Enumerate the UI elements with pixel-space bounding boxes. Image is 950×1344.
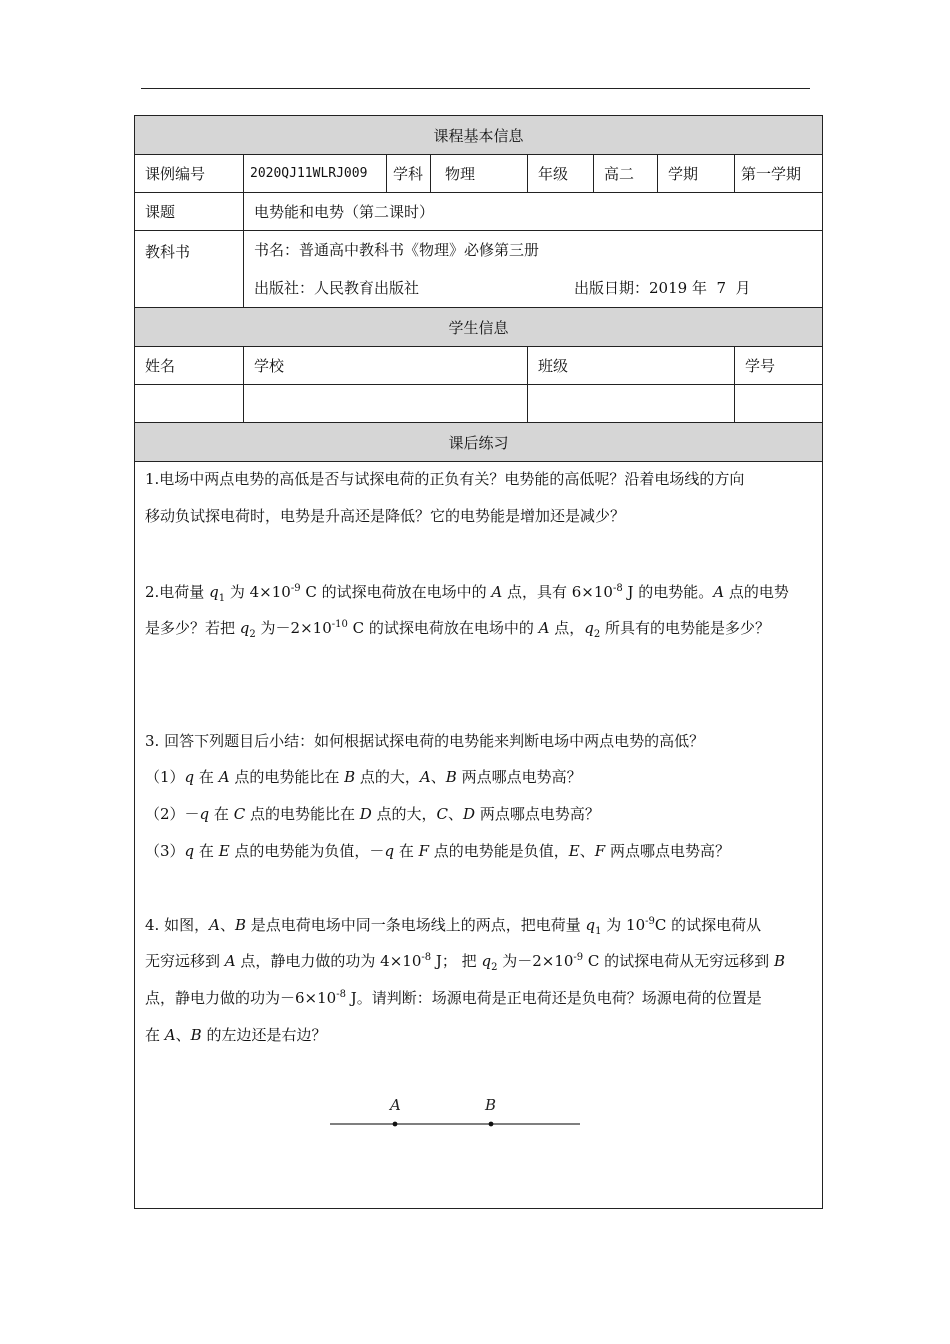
class-label: 班级 [528, 347, 735, 385]
course-info-header: 课程基本信息 [135, 116, 823, 155]
exercises-body [135, 462, 823, 1209]
school-label: 学校 [244, 347, 528, 385]
q4-line2: 无穷远移到 A 点，静电力做的功为 $4\times 10^{-8}$ J； 把 $q_2$ 为$-2\times 10^{-9}$ C 的试探电荷从无穷远移到 B [145, 952, 785, 973]
field-line-figure [330, 1082, 582, 1128]
grade-label: 年级 [528, 155, 594, 193]
q1-line2: 移动负试探电荷时，电势是升高还是降低？它的电势能是增加还是减少？ [145, 507, 626, 525]
school-field[interactable] [244, 385, 528, 423]
student-id-field[interactable] [735, 385, 823, 423]
textbook-publisher: 出版社：人民教育出版社 [254, 279, 420, 297]
grade-value: 高二 [594, 155, 658, 193]
code-label: 课例编号 [135, 155, 244, 193]
course-info-table [134, 115, 823, 1209]
q3-sub3: （3）q 在 E 点的电势能为负值，－q 在 F 点的电势能是负值，E、F 两点哪点电势高？ [145, 842, 730, 860]
textbook-name: 书名：普通高中教科书《物理》必修第三册 [254, 241, 540, 259]
name-field[interactable] [135, 385, 244, 423]
subject-label: 学科 [387, 155, 431, 193]
point-b-label: B [485, 1096, 497, 1114]
q2-line2: 是多少？若把 $q_2$ 为$-2\times 10^{-10}$ C 的试探电荷放在电场中的 A 点，$q_2$ 所具有的电势能是多少？ [145, 619, 771, 640]
q1-line1: 1.电场中两点电势的高低是否与试探电荷的正负有关？电势能的高低呢？沿着电场线的方向 [145, 470, 745, 488]
q4-line1: 4. 如图，A、B 是点电荷电场中同一条电场线上的两点，把电荷量 $q_1$ 为 $10^{-9}C$ 的试探电荷从 [145, 916, 762, 937]
term-label: 学期 [658, 155, 735, 193]
point-a-dot [393, 1122, 398, 1127]
textbook-publisher-line [254, 269, 812, 307]
name-label: 姓名 [135, 347, 244, 385]
q2-line1: 2.电荷量 $q_1$ 为 $4\times 10^{-9}$ C 的试探电荷放在电场中的 A 点，具有 $6\times 10^{-8}$ J 的电势能。A 点的电势 [145, 583, 789, 604]
student-id-label: 学号 [735, 347, 823, 385]
q4-line3: 点，静电力做的功为$-6\times 10^{-8}$ J。请判断：场源电荷是正电荷还是负电荷？场源电荷的位置是 [145, 989, 762, 1007]
textbook-info [244, 231, 823, 308]
header-rule [141, 88, 810, 89]
topic-label: 课题 [135, 193, 244, 231]
point-a-label: A [390, 1096, 401, 1114]
q3-sub1: （1）q 在 A 点的电势能比在 B 点的大，A、B 两点哪点电势高？ [145, 768, 582, 786]
term-value: 第一学期 [735, 155, 823, 193]
q3-sub2: （2）－q 在 C 点的电势能比在 D 点的大，C、D 两点哪点电势高？ [145, 805, 600, 823]
exercises-header: 课后练习 [135, 423, 823, 462]
topic-value: 电势能和电势（第二课时） [244, 193, 823, 231]
subject-value: 物理 [431, 155, 528, 193]
q4-line4: 在 A、B 的左边还是右边？ [145, 1026, 327, 1044]
point-b-dot [489, 1122, 494, 1127]
student-info-header: 学生信息 [135, 308, 823, 347]
code-value: 2020QJ11WLRJ009 [244, 155, 387, 193]
textbook-label: 教科书 [135, 231, 244, 308]
textbook-pub-date: 出版日期：2019 年 7 月 [574, 279, 751, 297]
q3-intro: 3. 回答下列题目后小结：如何根据试探电荷的电势能来判断电场中两点电势的高低？ [145, 732, 705, 750]
class-field[interactable] [528, 385, 735, 423]
